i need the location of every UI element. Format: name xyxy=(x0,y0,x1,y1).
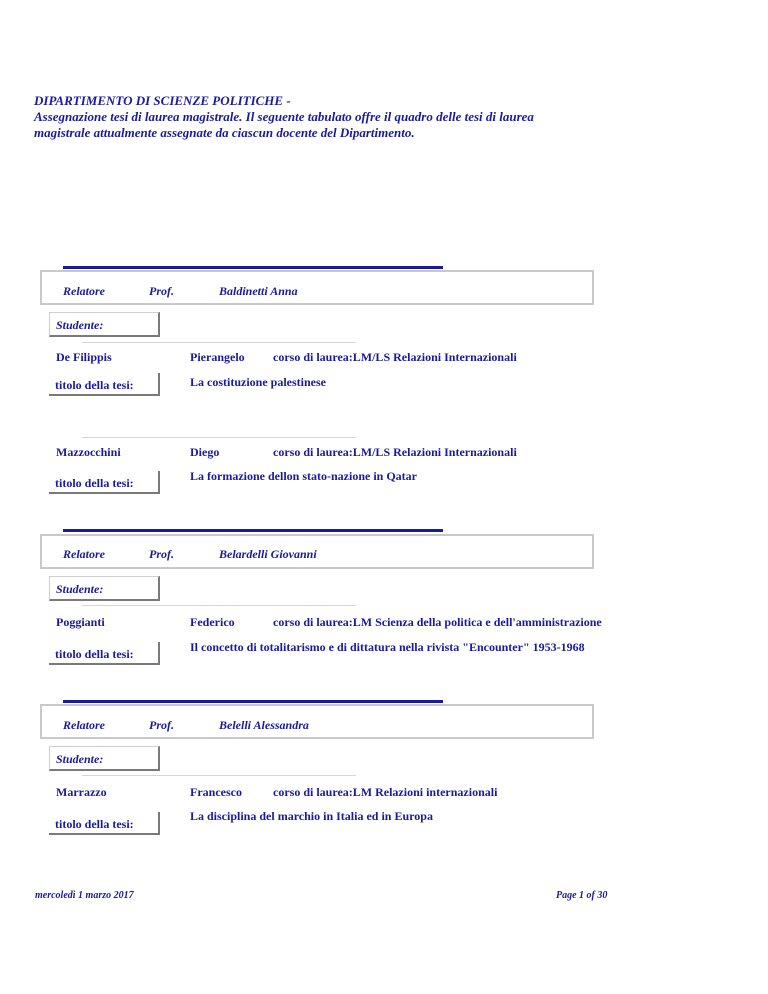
relatore-label: Relatore xyxy=(63,718,105,732)
footer-date: mercoledì 1 marzo 2017 xyxy=(35,890,134,901)
student-surname: Mazzocchini xyxy=(56,445,121,459)
relatore-name: Baldinetti Anna xyxy=(219,284,298,298)
relatore-box xyxy=(40,534,594,569)
student-surname: Marrazzo xyxy=(56,785,107,799)
thesis-title: Il concetto di totalitarismo e di dittatura nella rivista "Encounter" 1953-1968 xyxy=(190,640,585,654)
header-description-line-2: magistrale attualmente assegnate da ciascun docente del Dipartimento. xyxy=(34,125,415,140)
row-divider xyxy=(82,437,356,438)
thesis-title: La formazione dellon stato-nazione in Qatar xyxy=(190,469,417,483)
course-info: corso di laurea:LM Scienza della politica e dell'amministrazione xyxy=(273,615,602,629)
course-info: corso di laurea:LM/LS Relazioni Internazionali xyxy=(273,445,517,459)
prof-label: Prof. xyxy=(149,547,174,561)
titolo-label: titolo della tesi: xyxy=(49,373,160,396)
relatore-box xyxy=(40,270,594,305)
relatore-box xyxy=(40,704,594,739)
studente-label: Studente: xyxy=(49,576,160,601)
department-title: DIPARTIMENTO DI SCIENZE POLITICHE - xyxy=(34,93,291,108)
prof-label: Prof. xyxy=(149,718,174,732)
relatore-name: Belardelli Giovanni xyxy=(219,547,317,561)
thesis-title: La disciplina del marchio in Italia ed in Europa xyxy=(190,809,433,823)
document-header xyxy=(34,93,734,141)
titolo-label: titolo della tesi: xyxy=(49,812,160,835)
row-divider xyxy=(82,605,356,606)
studente-label: Studente: xyxy=(49,312,160,337)
student-surname: De Filippis xyxy=(56,350,112,364)
relatore-label: Relatore xyxy=(63,284,105,298)
thesis-title: La costituzione palestinese xyxy=(190,375,326,389)
titolo-label: titolo della tesi: xyxy=(49,471,160,494)
student-name: Francesco xyxy=(190,785,242,799)
course-info: corso di laurea:LM Relazioni internazionali xyxy=(273,785,498,799)
row-divider xyxy=(82,775,356,776)
footer-page-number: Page 1 of 30 xyxy=(556,890,608,901)
section-rule xyxy=(63,529,443,532)
section-rule xyxy=(63,700,443,703)
relatore-name: Belelli Alessandra xyxy=(219,718,309,732)
header-description-line-1: Assegnazione tesi di laurea magistrale. Il seguente tabulato offre il quadro delle tesi di laurea xyxy=(34,109,534,124)
prof-label: Prof. xyxy=(149,284,174,298)
student-name: Diego xyxy=(190,445,220,459)
course-info: corso di laurea:LM/LS Relazioni Internazionali xyxy=(273,350,517,364)
titolo-label: titolo della tesi: xyxy=(49,642,160,665)
student-name: Federico xyxy=(190,615,235,629)
studente-label: Studente: xyxy=(49,746,160,771)
student-name: Pierangelo xyxy=(190,350,245,364)
student-surname: Poggianti xyxy=(56,615,105,629)
relatore-label: Relatore xyxy=(63,547,105,561)
row-divider xyxy=(82,342,356,343)
section-rule xyxy=(63,266,443,269)
